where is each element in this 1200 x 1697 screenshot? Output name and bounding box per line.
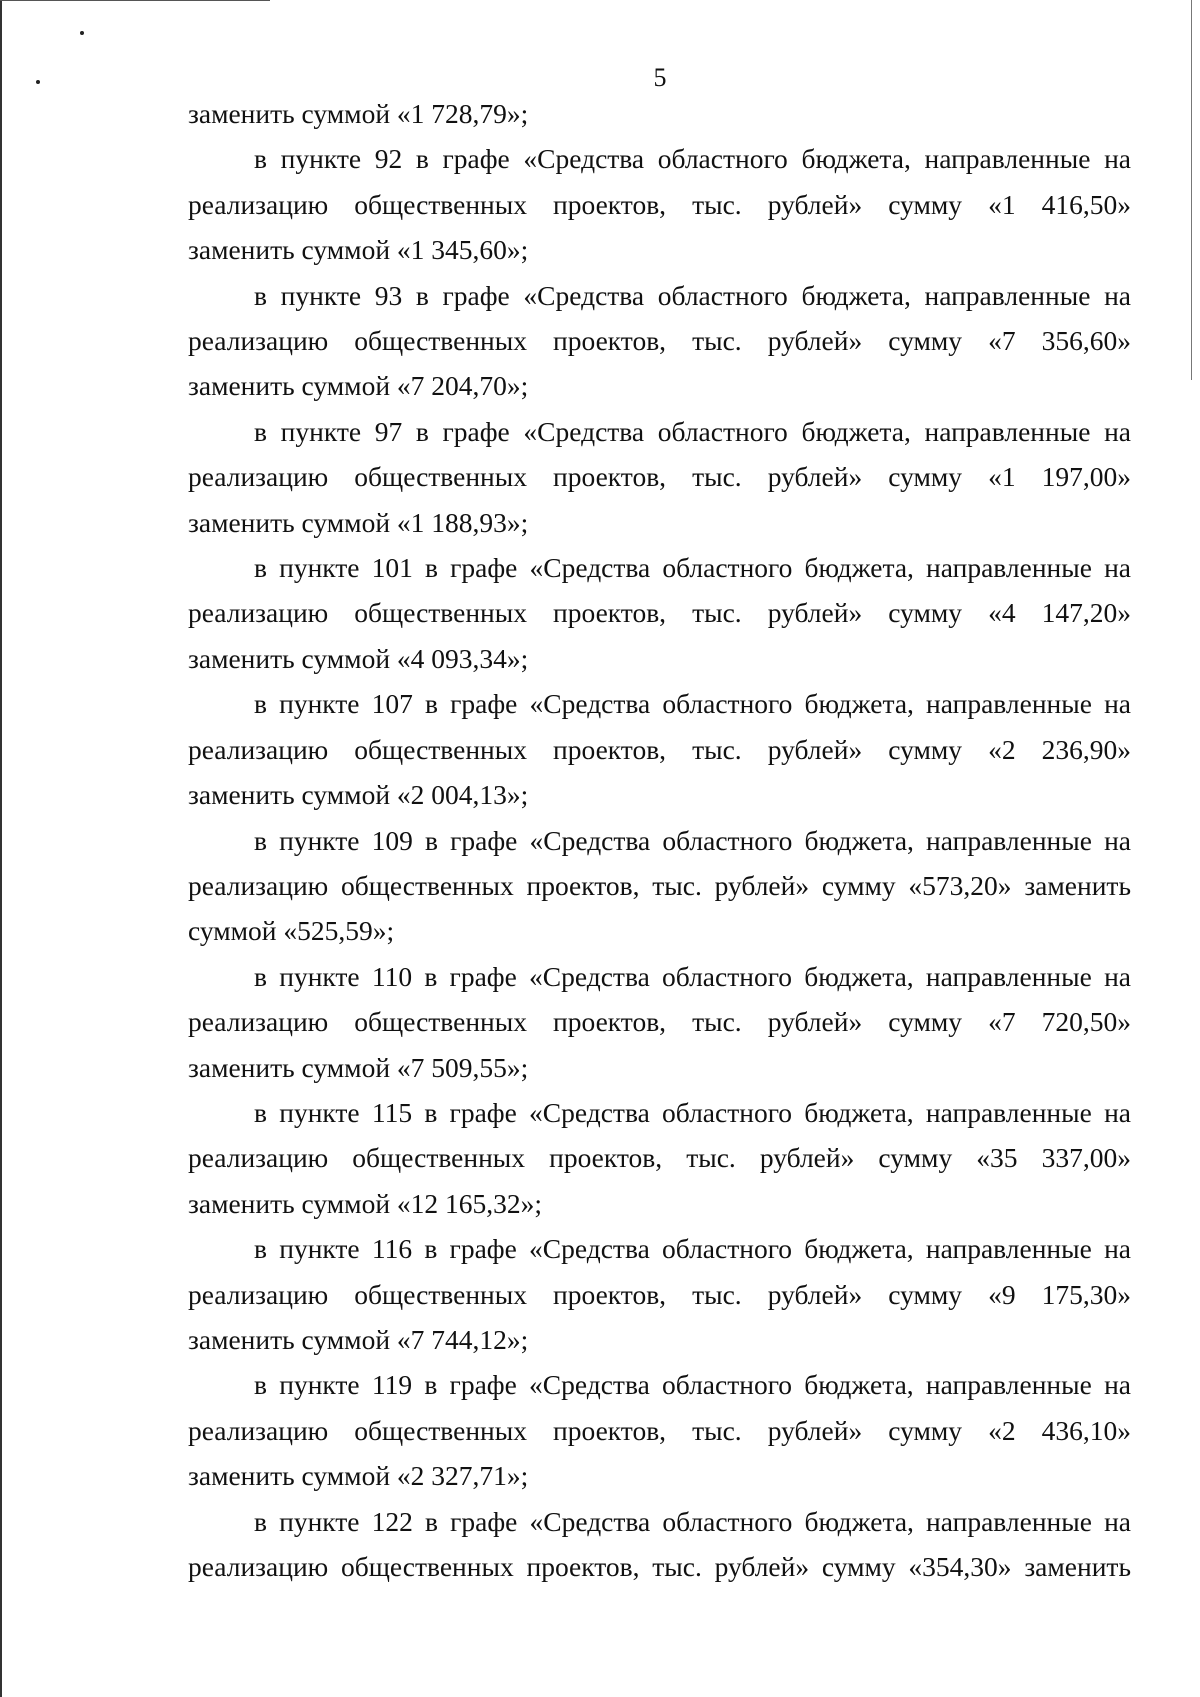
text-line: заменить суммой «1 728,79»; [188, 98, 529, 129]
text-line: реализацию общественных проектов, тыс. рублей» сумму «9 175,30» [188, 1278, 1131, 1310]
text-line: заменить суммой «2 004,13»; [188, 779, 529, 811]
scan-edge-left [0, 0, 2, 1697]
scan-speck [80, 31, 84, 35]
text-line: реализацию общественных проектов, тыс. рублей» сумму «1 197,00» [188, 461, 1131, 493]
scan-edge-right [1191, 0, 1192, 380]
text-line: в пункте 116 в графе «Средства областного бюджета, направленные на [254, 1233, 1131, 1265]
text-line: реализацию общественных проектов, тыс. рублей» сумму «35 337,00» [188, 1142, 1131, 1174]
text-line: заменить суммой «12 165,32»; [188, 1187, 543, 1219]
text-line: в пункте 119 в графе «Средства областного бюджета, направленные на [254, 1369, 1131, 1401]
text-line: реализацию общественных проектов, тыс. рублей» сумму «4 147,20» [188, 597, 1131, 629]
text-line: реализацию общественных проектов, тыс. рублей» сумму «354,30» заменить [188, 1551, 1131, 1582]
text-line: в пункте 109 в графе «Средства областного бюджета, направленные на [254, 824, 1131, 856]
text-line: в пункте 93 в графе «Средства областного бюджета, направленные на [254, 279, 1131, 311]
text-line: реализацию общественных проектов, тыс. рублей» сумму «7 720,50» [188, 1006, 1131, 1038]
text-line: реализацию общественных проектов, тыс. рублей» сумму «7 356,60» [188, 325, 1131, 357]
text-line: в пункте 110 в графе «Средства областного бюджета, направленные на [254, 960, 1131, 992]
text-line: в пункте 92 в графе «Средства областного бюджета, направленные на [254, 143, 1131, 175]
text-line: заменить суммой «7 509,55»; [188, 1051, 529, 1083]
page-number: 5 [653, 63, 667, 92]
text-line: в пункте 107 в графе «Средства областного бюджета, направленные на [254, 688, 1131, 720]
text-line: заменить суммой «2 327,71»; [188, 1460, 529, 1492]
text-line: реализацию общественных проектов, тыс. рублей» сумму «2 436,10» [188, 1414, 1131, 1446]
text-line: реализацию общественных проектов, тыс. рублей» сумму «1 416,50» [188, 188, 1131, 220]
text-line: суммой «525,59»; [188, 915, 395, 947]
text-line: заменить суммой «1 345,60»; [188, 234, 529, 266]
scan-edge-top [0, 0, 270, 1]
text-line: в пункте 101 в графе «Средства областного бюджета, направленные на [254, 552, 1131, 584]
text-line: реализацию общественных проектов, тыс. рублей» сумму «573,20» заменить [188, 869, 1131, 901]
text-line: заменить суммой «7 204,70»; [188, 370, 529, 402]
text-line: заменить суммой «1 188,93»; [188, 506, 529, 538]
text-line: в пункте 115 в графе «Средства областного бюджета, направленные на [254, 1096, 1131, 1128]
text-line: в пункте 122 в графе «Средства областного бюджета, направленные на [254, 1505, 1131, 1537]
document-body [188, 91, 1131, 1589]
text-line: реализацию общественных проектов, тыс. рублей» сумму «2 236,90» [188, 733, 1131, 765]
text-line: заменить суммой «7 744,12»; [188, 1323, 529, 1355]
text-line: в пункте 97 в графе «Средства областного бюджета, направленные на [254, 415, 1131, 447]
text-line: заменить суммой «4 093,34»; [188, 642, 529, 674]
